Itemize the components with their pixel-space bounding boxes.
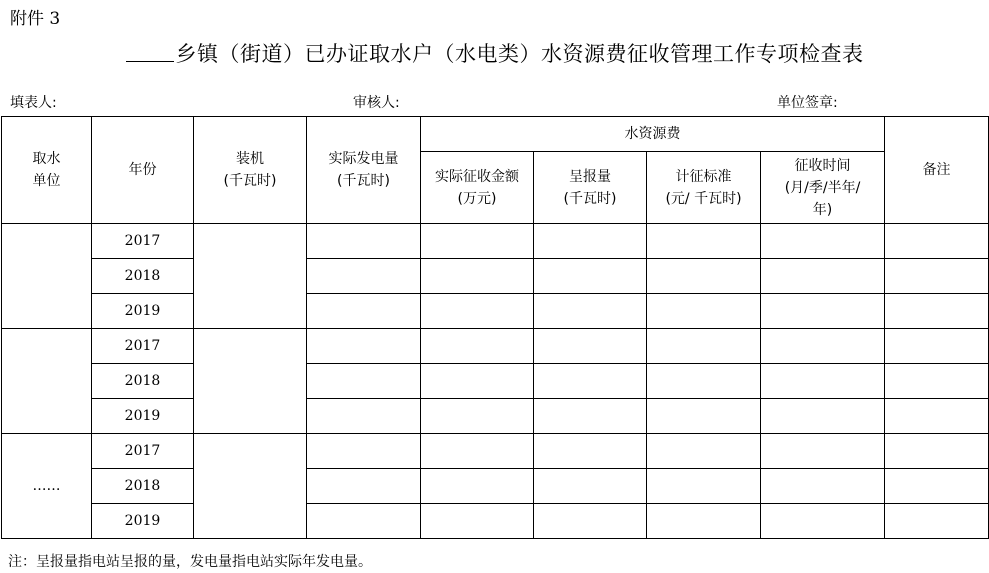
year-cell: 2019 <box>92 504 194 539</box>
title-blank-underline <box>126 41 174 62</box>
data-cell[interactable] <box>885 224 989 259</box>
table-row <box>2 329 989 364</box>
year-cell: 2018 <box>92 364 194 399</box>
data-cell[interactable] <box>421 364 534 399</box>
data-cell[interactable] <box>885 259 989 294</box>
data-cell[interactable] <box>421 329 534 364</box>
data-cell[interactable] <box>647 294 761 329</box>
data-cell[interactable] <box>647 364 761 399</box>
header-remarks: 备注 <box>885 117 989 224</box>
table-row <box>2 434 989 469</box>
data-cell[interactable] <box>307 469 421 504</box>
year-cell: 2017 <box>92 224 194 259</box>
data-cell[interactable] <box>761 399 885 434</box>
table-row <box>2 294 989 329</box>
data-cell[interactable] <box>421 504 534 539</box>
year-cell: 2017 <box>92 329 194 364</box>
capacity-cell[interactable] <box>194 224 307 329</box>
data-cell[interactable] <box>534 399 647 434</box>
data-cell[interactable] <box>647 434 761 469</box>
data-cell[interactable] <box>761 224 885 259</box>
data-cell[interactable] <box>307 364 421 399</box>
table-row <box>2 259 989 294</box>
capacity-cell[interactable] <box>194 329 307 434</box>
data-cell[interactable] <box>534 434 647 469</box>
page-title <box>0 38 989 68</box>
data-cell[interactable] <box>307 294 421 329</box>
data-cell[interactable] <box>421 434 534 469</box>
table-row <box>2 504 989 539</box>
data-cell[interactable] <box>534 329 647 364</box>
title-text: 乡镇（街道）已办证取水户（水电类）水资源费征收管理工作专项检查表 <box>175 42 864 66</box>
data-cell[interactable] <box>761 504 885 539</box>
data-cell[interactable] <box>534 469 647 504</box>
data-cell[interactable] <box>307 434 421 469</box>
table-row <box>2 224 989 259</box>
header-capacity: 装机 (千瓦时) <box>194 117 307 224</box>
data-cell[interactable] <box>534 224 647 259</box>
unit-cell[interactable]: …… <box>2 434 92 539</box>
reviewer-label: 审核人: <box>353 95 400 111</box>
data-cell[interactable] <box>885 469 989 504</box>
header-actual-generation: 实际发电量 (千瓦时) <box>307 117 421 224</box>
data-cell[interactable] <box>421 259 534 294</box>
data-cell[interactable] <box>647 399 761 434</box>
data-cell[interactable] <box>307 504 421 539</box>
header-levy-standard: 计征标准 (元/ 千瓦时) <box>647 152 761 224</box>
data-cell[interactable] <box>885 399 989 434</box>
header-unit: 取水 单位 <box>2 117 92 224</box>
inspection-table <box>1 116 989 539</box>
header-water-fee-group: 水资源费 <box>421 117 885 152</box>
data-cell[interactable] <box>647 259 761 294</box>
data-cell[interactable] <box>761 259 885 294</box>
data-cell[interactable] <box>761 294 885 329</box>
year-cell: 2018 <box>92 259 194 294</box>
attachment-label: 附件 3 <box>10 9 61 29</box>
data-cell[interactable] <box>307 259 421 294</box>
year-cell: 2017 <box>92 434 194 469</box>
header-collection-time: 征收时间 (月/季/半年/ 年) <box>761 152 885 224</box>
data-cell[interactable] <box>885 364 989 399</box>
header-collected-amount: 实际征收金额 (万元) <box>421 152 534 224</box>
data-cell[interactable] <box>761 364 885 399</box>
year-cell: 2018 <box>92 469 194 504</box>
capacity-cell[interactable] <box>194 434 307 539</box>
data-cell[interactable] <box>534 259 647 294</box>
year-cell: 2019 <box>92 294 194 329</box>
data-cell[interactable] <box>307 329 421 364</box>
data-cell[interactable] <box>534 294 647 329</box>
data-cell[interactable] <box>534 364 647 399</box>
table-row <box>2 364 989 399</box>
data-cell[interactable] <box>885 294 989 329</box>
unit-stamp-label: 单位签章: <box>777 95 838 111</box>
data-cell[interactable] <box>647 469 761 504</box>
data-cell[interactable] <box>761 434 885 469</box>
unit-cell[interactable] <box>2 224 92 329</box>
data-cell[interactable] <box>421 294 534 329</box>
header-reported-amount: 呈报量 (千瓦时) <box>534 152 647 224</box>
data-cell[interactable] <box>421 224 534 259</box>
data-cell[interactable] <box>647 504 761 539</box>
data-cell[interactable] <box>761 469 885 504</box>
data-cell[interactable] <box>885 329 989 364</box>
data-cell[interactable] <box>307 399 421 434</box>
data-cell[interactable] <box>307 224 421 259</box>
year-cell: 2019 <box>92 399 194 434</box>
data-cell[interactable] <box>421 399 534 434</box>
data-cell[interactable] <box>885 434 989 469</box>
data-cell[interactable] <box>421 469 534 504</box>
table-row <box>2 469 989 504</box>
filler-label: 填表人: <box>10 95 57 111</box>
footnote: 注：呈报量指电站呈报的量，发电量指电站实际年发电量。 <box>8 554 372 570</box>
header-year: 年份 <box>92 117 194 224</box>
data-cell[interactable] <box>647 224 761 259</box>
data-cell[interactable] <box>885 504 989 539</box>
data-cell[interactable] <box>534 504 647 539</box>
unit-cell[interactable] <box>2 329 92 434</box>
data-cell[interactable] <box>647 329 761 364</box>
table-row <box>2 399 989 434</box>
data-cell[interactable] <box>761 329 885 364</box>
